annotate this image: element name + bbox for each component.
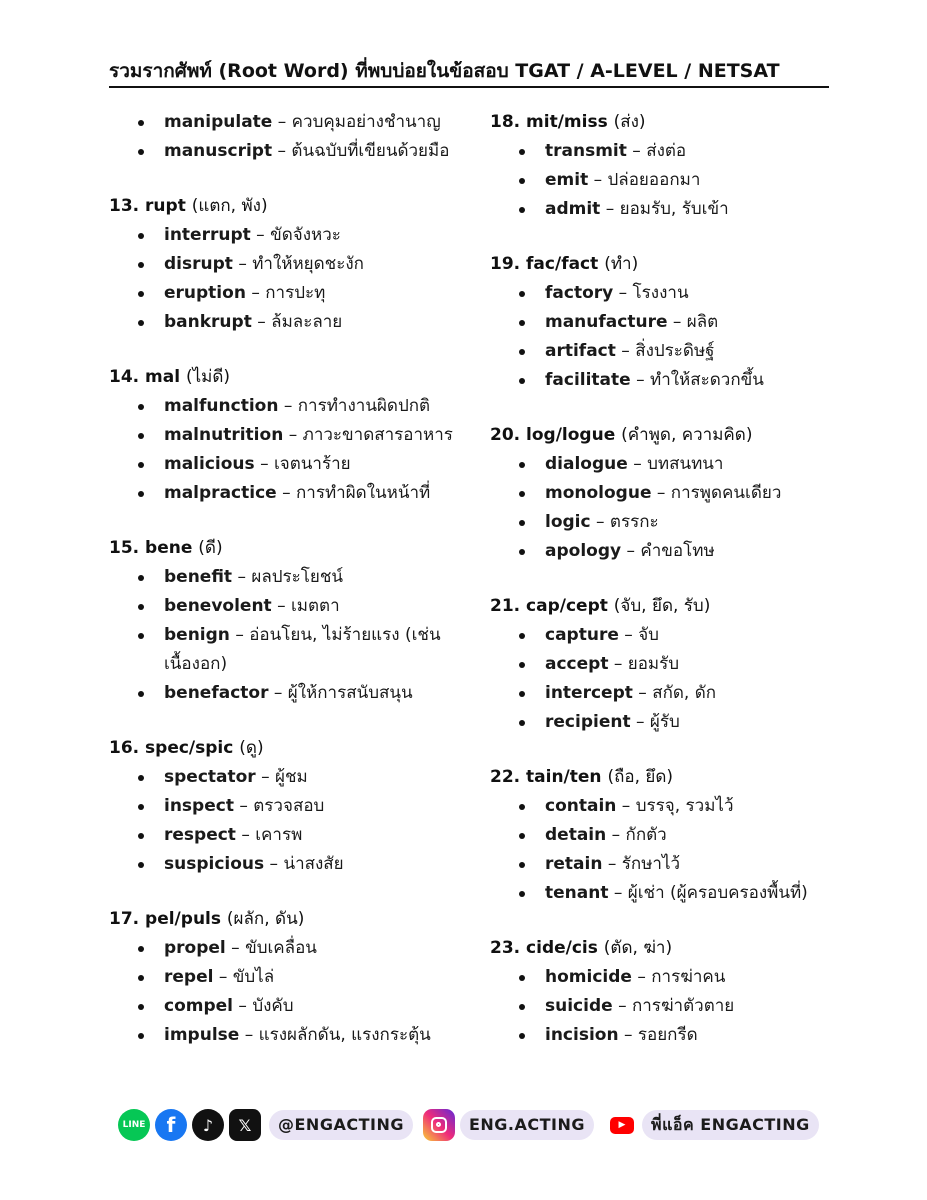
- list-item: [109, 392, 459, 421]
- root-section: [490, 592, 840, 737]
- dash: –: [244, 1025, 254, 1045]
- youtube-icon[interactable]: [610, 1117, 634, 1134]
- dash: –: [607, 854, 617, 874]
- vocab-word: malfunction: [164, 396, 279, 416]
- list-item: [490, 337, 840, 366]
- list-item: [109, 850, 459, 879]
- list-item: [109, 450, 459, 479]
- list-item: [109, 479, 459, 508]
- word-list: [109, 563, 459, 708]
- dash: –: [277, 596, 286, 616]
- list-item: [490, 279, 840, 308]
- tiktok-icon[interactable]: [192, 1109, 224, 1141]
- vocab-meaning: บทสนทนา: [647, 454, 724, 474]
- vocab-meaning: บังคับ: [252, 996, 294, 1016]
- list-item: [490, 537, 840, 566]
- list-item: [490, 963, 840, 992]
- root-word: 20. log/logue: [490, 425, 616, 445]
- vocab-meaning: การปะทุ: [265, 283, 326, 303]
- vocab-word: eruption: [164, 283, 246, 303]
- word-list: [109, 108, 459, 166]
- dash: –: [613, 883, 623, 903]
- vocab-meaning: ตรรกะ: [609, 512, 659, 532]
- line-icon[interactable]: [118, 1109, 150, 1141]
- dash: –: [605, 199, 615, 219]
- root-word: 18. mit/miss: [490, 112, 608, 132]
- dash: –: [626, 541, 635, 561]
- word-list: [490, 621, 840, 737]
- tiktok-icon-glyph: ♪: [202, 1115, 214, 1135]
- list-item: [109, 1021, 459, 1050]
- section-title: [490, 108, 840, 137]
- vocab-meaning: ยอมรับ: [627, 654, 680, 674]
- root-section: [490, 250, 840, 395]
- list-item: [109, 821, 459, 850]
- section-title: [109, 905, 459, 934]
- vocab-meaning: จับ: [638, 625, 659, 645]
- vocab-word: intercept: [545, 683, 633, 703]
- vocab-meaning: รอยกรีด: [637, 1025, 698, 1045]
- dash: –: [283, 396, 293, 416]
- list-item: [490, 308, 840, 337]
- root-meaning: (ส่ง): [613, 112, 646, 132]
- list-item: [490, 508, 840, 537]
- dash: –: [277, 141, 286, 161]
- dash: –: [218, 967, 228, 987]
- root-word: 22. tain/ten: [490, 767, 602, 787]
- x-icon-glyph: 𝕏: [238, 1115, 252, 1135]
- vocab-meaning: การทำงานผิดปกติ: [297, 396, 431, 416]
- instagram-icon[interactable]: [423, 1109, 455, 1141]
- root-word: 13. rupt: [109, 196, 186, 216]
- vocab-meaning: สิ่งประดิษฐ์: [635, 341, 715, 361]
- root-meaning: (แตก, พัง): [191, 196, 268, 216]
- vocab-word: impulse: [164, 1025, 240, 1045]
- vocab-meaning: ล้มละลาย: [271, 312, 343, 332]
- list-item: [109, 621, 459, 679]
- x-icon[interactable]: [229, 1109, 261, 1141]
- dash: –: [251, 283, 260, 303]
- dash: –: [241, 825, 250, 845]
- vocab-meaning: การพูดคนเดียว: [670, 483, 782, 503]
- left-column: [109, 108, 459, 1076]
- vocab-meaning: ขัดจังหวะ: [270, 225, 341, 245]
- dash: –: [618, 996, 627, 1016]
- vocab-meaning: ขับไล่: [232, 967, 275, 987]
- list-item: [109, 250, 459, 279]
- section-title: [490, 250, 840, 279]
- root-meaning: (คำพูด, ความคิด): [621, 425, 753, 445]
- social-handle[interactable]: @ENGACTING: [269, 1110, 413, 1140]
- root-meaning: (ตัด, ฆ่า): [603, 938, 673, 958]
- list-item: [490, 850, 840, 879]
- root-word: 21. cap/cept: [490, 596, 608, 616]
- vocab-meaning: ผลิต: [686, 312, 719, 332]
- section-title: [490, 421, 840, 450]
- vocab-meaning: แรงผลักดัน, แรงกระตุ้น: [258, 1025, 431, 1045]
- vocab-word: benign: [164, 625, 230, 645]
- list-item: [490, 166, 840, 195]
- vocab-meaning: น่าสงสัย: [283, 854, 344, 874]
- vocab-meaning: ตรวจสอบ: [253, 796, 325, 816]
- vocab-word: compel: [164, 996, 233, 1016]
- vocab-word: contain: [545, 796, 617, 816]
- dash: –: [638, 683, 647, 703]
- root-meaning: (ทำ): [604, 254, 639, 274]
- vocab-meaning: การฆ่าตัวตาย: [631, 996, 735, 1016]
- vocab-meaning: ผู้ให้การสนับสนุน: [287, 683, 413, 703]
- vocab-word: suspicious: [164, 854, 265, 874]
- dash: –: [288, 425, 298, 445]
- youtube-handle[interactable]: พี่แอ็ค ENGACTING: [642, 1110, 819, 1140]
- dash: –: [260, 454, 269, 474]
- root-section: [109, 108, 459, 166]
- vocab-meaning: ส่งต่อ: [646, 141, 687, 161]
- vocab-word: inspect: [164, 796, 234, 816]
- vocab-word: malpractice: [164, 483, 277, 503]
- root-section: [490, 108, 840, 224]
- dash: –: [632, 141, 641, 161]
- vocab-meaning: ผู้รับ: [649, 712, 680, 732]
- root-meaning: (ไม่ดี): [185, 367, 231, 387]
- dash: –: [238, 254, 247, 274]
- list-item: [109, 934, 459, 963]
- list-item: [490, 821, 840, 850]
- dash: –: [672, 312, 682, 332]
- root-word: 14. mal: [109, 367, 181, 387]
- list-item: [109, 679, 459, 708]
- vocab-meaning: บรรจุ, รวมไว้: [635, 796, 734, 816]
- list-item: [490, 992, 840, 1021]
- title-divider: [109, 86, 829, 88]
- word-list: [490, 137, 840, 224]
- dash: –: [633, 454, 642, 474]
- root-meaning: (ถือ, ยึด): [607, 767, 674, 787]
- list-item: [490, 879, 840, 908]
- section-title: [490, 934, 840, 963]
- list-item: [109, 137, 459, 166]
- vocab-meaning: ควบคุมอย่างชำนาญ: [291, 112, 441, 132]
- vocab-meaning: ผลประโยชน์: [251, 567, 344, 587]
- root-word: 15. bene: [109, 538, 193, 558]
- dash: –: [593, 170, 603, 190]
- list-item: [109, 792, 459, 821]
- root-section: [490, 421, 840, 566]
- list-item: [109, 108, 459, 137]
- vocab-meaning: ต้นฉบับที่เขียนด้วยมือ: [291, 141, 450, 161]
- dash: –: [273, 683, 283, 703]
- vocab-meaning: คำขอโทษ: [640, 541, 715, 561]
- line-icon-text: LINE: [122, 1120, 146, 1130]
- root-word: 19. fac/fact: [490, 254, 599, 274]
- vocab-word: respect: [164, 825, 236, 845]
- vocab-meaning: ผู้ชม: [275, 767, 308, 787]
- vocab-meaning: การทำผิดในหน้าที่: [296, 483, 431, 503]
- section-title: [109, 534, 459, 563]
- vocab-meaning: ภาวะขาดสารอาหาร: [302, 425, 453, 445]
- vocab-word: incision: [545, 1025, 619, 1045]
- word-list: [109, 392, 459, 508]
- vocab-meaning: ทำให้สะดวกขึ้น: [650, 370, 764, 390]
- dash: –: [636, 370, 645, 390]
- vocab-word: repel: [164, 967, 214, 987]
- vocab-word: suicide: [545, 996, 613, 1016]
- dash: –: [235, 625, 244, 645]
- root-section: [490, 763, 840, 908]
- vocab-word: monologue: [545, 483, 652, 503]
- dash: –: [624, 625, 633, 645]
- word-list: [490, 279, 840, 395]
- list-item: [109, 592, 459, 621]
- vocab-meaning: โรงงาน: [632, 283, 689, 303]
- dash: –: [238, 996, 247, 1016]
- list-item: [109, 992, 459, 1021]
- dash: –: [282, 483, 291, 503]
- root-word: 16. spec/spic: [109, 738, 234, 758]
- vocab-meaning: ทำให้หยุดชะงัก: [252, 254, 364, 274]
- dash: –: [611, 825, 621, 845]
- section-title: [109, 363, 459, 392]
- section-title: [490, 592, 840, 621]
- dash: –: [621, 341, 630, 361]
- vocab-meaning: ผู้เช่า (ผู้ครอบครองพื้นที่): [627, 883, 808, 903]
- list-item: [109, 563, 459, 592]
- vocab-word: manipulate: [164, 112, 273, 132]
- vocab-word: malicious: [164, 454, 255, 474]
- word-list: [109, 763, 459, 879]
- vocab-word: retain: [545, 854, 603, 874]
- vocab-word: homicide: [545, 967, 632, 987]
- section-title: [109, 192, 459, 221]
- vocab-word: propel: [164, 938, 226, 958]
- social-footer: [118, 1108, 819, 1142]
- vocab-word: admit: [545, 199, 601, 219]
- word-list: [109, 221, 459, 337]
- list-item: [490, 1021, 840, 1050]
- list-item: [490, 479, 840, 508]
- word-list: [490, 792, 840, 908]
- list-item: [109, 763, 459, 792]
- dash: –: [239, 796, 248, 816]
- dash: –: [596, 512, 605, 532]
- vocab-meaning: ยอมรับ, รับเข้า: [619, 199, 729, 219]
- dash: –: [277, 112, 287, 132]
- vocab-word: accept: [545, 654, 609, 674]
- dash: –: [656, 483, 666, 503]
- vocab-word: logic: [545, 512, 591, 532]
- vocab-word: disrupt: [164, 254, 233, 274]
- list-item: [109, 963, 459, 992]
- section-title: [109, 734, 459, 763]
- root-meaning: (ดี): [198, 538, 223, 558]
- vocab-word: benefit: [164, 567, 233, 587]
- list-item: [490, 792, 840, 821]
- vocab-word: artifact: [545, 341, 616, 361]
- vocab-meaning: เมตตา: [291, 596, 340, 616]
- vocab-word: tenant: [545, 883, 609, 903]
- vocab-meaning: สกัด, ดัก: [652, 683, 717, 703]
- vocab-word: detain: [545, 825, 607, 845]
- dash: –: [237, 567, 246, 587]
- root-word: 23. cide/cis: [490, 938, 598, 958]
- list-item: [490, 195, 840, 224]
- vocab-word: apology: [545, 541, 622, 561]
- vocab-word: manuscript: [164, 141, 273, 161]
- list-item: [490, 137, 840, 166]
- list-item: [109, 308, 459, 337]
- dash: –: [231, 938, 240, 958]
- root-meaning: (ผลัก, ดัน): [226, 909, 305, 929]
- vocab-word: recipient: [545, 712, 631, 732]
- dash: –: [256, 225, 265, 245]
- dash: –: [623, 1025, 633, 1045]
- vocab-word: capture: [545, 625, 619, 645]
- vocab-word: interrupt: [164, 225, 251, 245]
- vocab-meaning: เคารพ: [255, 825, 303, 845]
- root-word: 17. pel/puls: [109, 909, 221, 929]
- vocab-meaning: อ่อนโยน, ไม่ร้ายแรง (เช่นเนื้องอก): [164, 625, 441, 674]
- root-section: [109, 534, 459, 708]
- vocab-meaning: รักษาไว้: [621, 854, 681, 874]
- root-section: [109, 192, 459, 337]
- vocab-word: transmit: [545, 141, 627, 161]
- instagram-handle[interactable]: ENG.ACTING: [460, 1110, 594, 1140]
- list-item: [490, 708, 840, 737]
- page-title: รวมรากศัพท์ (Root Word) ที่พบบ่อยในข้อสอบ TGAT / A-LEVEL / NETSAT: [109, 60, 780, 82]
- list-item: [490, 650, 840, 679]
- vocab-meaning: เจตนาร้าย: [273, 454, 351, 474]
- vocab-meaning: ปล่อยออกมา: [607, 170, 701, 190]
- vocab-meaning: ขับเคลื่อน: [245, 938, 317, 958]
- root-meaning: (ดู): [239, 738, 264, 758]
- root-meaning: (จับ, ยึด, รับ): [613, 596, 711, 616]
- facebook-icon-glyph: f: [166, 1113, 176, 1137]
- vocab-meaning: กักตัว: [625, 825, 667, 845]
- vocab-word: manufacture: [545, 312, 668, 332]
- vocab-word: spectator: [164, 767, 256, 787]
- root-section: [109, 905, 459, 1050]
- facebook-icon[interactable]: [155, 1109, 187, 1141]
- vocab-word: malnutrition: [164, 425, 284, 445]
- dash: –: [613, 654, 623, 674]
- list-item: [490, 621, 840, 650]
- list-item: [109, 221, 459, 250]
- vocab-word: emit: [545, 170, 589, 190]
- list-item: [490, 366, 840, 395]
- word-list: [109, 934, 459, 1050]
- vocab-word: benevolent: [164, 596, 272, 616]
- dash: –: [637, 967, 646, 987]
- youtube-icon-glyph: ▶: [618, 1120, 626, 1130]
- dash: –: [618, 283, 628, 303]
- root-section: [109, 363, 459, 508]
- vocab-word: bankrupt: [164, 312, 252, 332]
- vocab-meaning: การฆ่าคน: [651, 967, 726, 987]
- list-item: [490, 450, 840, 479]
- word-list: [490, 450, 840, 566]
- word-list: [490, 963, 840, 1050]
- root-section: [490, 934, 840, 1050]
- vocab-word: facilitate: [545, 370, 631, 390]
- vocab-word: benefactor: [164, 683, 269, 703]
- dash: –: [269, 854, 279, 874]
- root-section: [109, 734, 459, 879]
- list-item: [109, 421, 459, 450]
- dash: –: [635, 712, 645, 732]
- vocab-word: factory: [545, 283, 614, 303]
- vocab-word: dialogue: [545, 454, 628, 474]
- list-item: [109, 279, 459, 308]
- dash: –: [257, 312, 266, 332]
- right-column: [490, 108, 840, 1076]
- section-title: [490, 763, 840, 792]
- dash: –: [621, 796, 631, 816]
- list-item: [490, 679, 840, 708]
- dash: –: [261, 767, 270, 787]
